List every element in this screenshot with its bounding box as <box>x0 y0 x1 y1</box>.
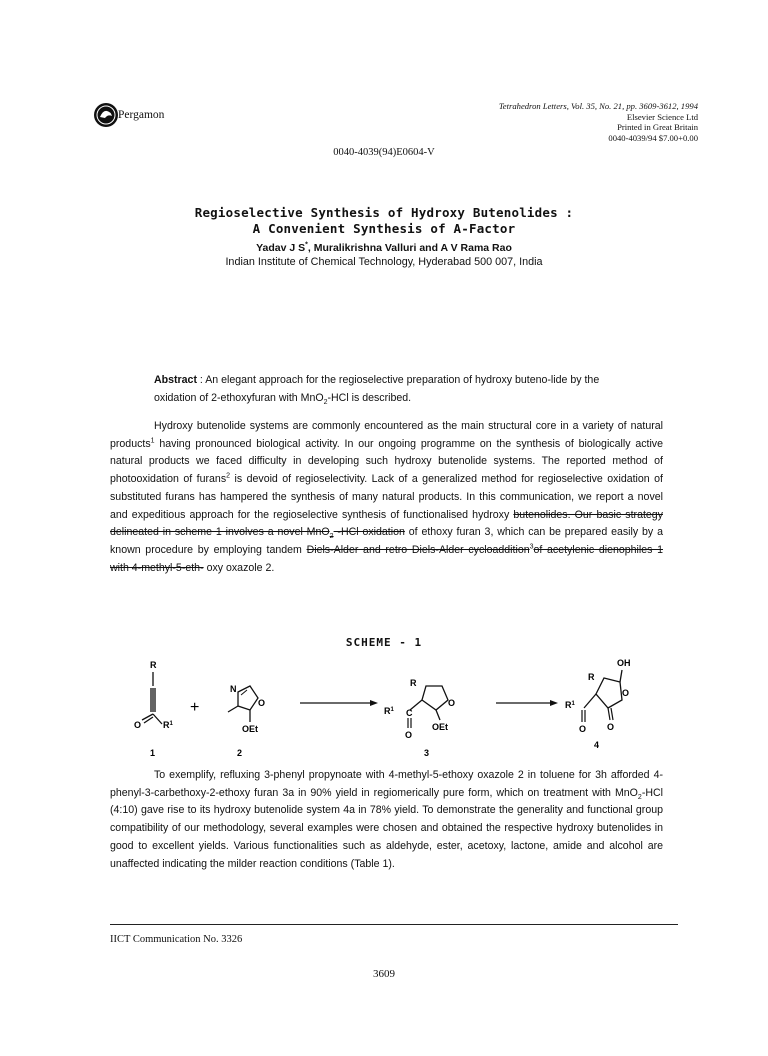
title-line-1: Regioselective Synthesis of Hydroxy Butenolides : <box>194 205 574 220</box>
p2-s2: -HCl (4:10) gave rise to its hydroxy butenolide system 4a in 78% yield. To demonstrate the generality and functional group compatibility of our methodology, several examples were chosen and obtained the respective hydroxy butenolides in good to excellent yields. Various functionalities such as aldehyde, ester, acetoxy, lactone, amide and alcohol are unaffected indicating the milder reaction conditions (Table 1). <box>110 786 663 870</box>
journal-info <box>499 101 698 143</box>
c3-R1: $R^1$ <box>384 706 394 716</box>
p1-s4: of ethoxy furan 3, which can be prepared easily by a known procedure by employing tandem <box>110 526 663 556</box>
corresponding-mark: * <box>305 241 308 249</box>
p1-s5: oxy oxazole 2. <box>206 561 275 574</box>
footnote-rule <box>110 924 678 925</box>
author-rest: , Muralikrishna Valluri and A V Rama Rao <box>307 242 512 254</box>
document-code: 0040-4039(94)E0604-V <box>333 147 435 158</box>
footnote: IICT Communication No. 3326 <box>110 934 243 945</box>
journal-citation: Tetrahedron Letters, Vol. 35, No. 21, pp. 3609-3612, 1994 <box>498 101 698 111</box>
p1-strike-1-sub: 2 <box>329 533 334 541</box>
pergamon-logo-icon <box>93 102 119 128</box>
compound-1-label: 1 <box>150 748 156 758</box>
compound-4 <box>565 658 631 750</box>
results-paragraph <box>110 767 663 873</box>
author-1: Yadav J S <box>256 242 306 254</box>
abstract <box>154 372 614 407</box>
affiliation: Indian Institute of Chemical Technology, Hyderabad 500 007, India <box>225 256 543 268</box>
ref-1: 1 <box>150 437 155 445</box>
journal-printed: Printed in Great Britain <box>617 122 698 133</box>
ref-3: 3 <box>529 543 534 551</box>
reaction-arrow-1 <box>300 700 378 706</box>
compound-1 <box>134 660 174 758</box>
c1-R: R <box>150 660 157 670</box>
author-list <box>0 242 768 254</box>
c3-O-carbonyl: O <box>405 730 413 740</box>
c3-C: C <box>406 708 413 718</box>
journal-publisher: Elsevier Science Ltd <box>626 111 698 122</box>
scheme-label: SCHEME - 1 <box>345 636 423 649</box>
p2-s1: To exemplify, refluxing 3-phenyl propynoate with 4-methyl-5-ethoxy oxazole 2 in toluene for 3h afforded 4-phenyl-3-carbethoxy-2-ethoxy furan 3a in 90% yield in regiomerically pure form, which on treatment with MnO <box>110 769 663 799</box>
p2-sub: 2 <box>637 793 642 801</box>
title-line-2: A Convenient Synthesis of A-Factor <box>252 221 516 236</box>
abstract-text-a: : An elegant approach for the regioselective preparation of hydroxy buteno-lide by the oxidation of 2-ethoxyfuran with MnO <box>154 374 600 404</box>
compound-2-label: 2 <box>237 748 243 758</box>
abstract-text-b: -HCl is described. <box>327 391 412 404</box>
plus-sign: + <box>190 699 200 716</box>
c4-R: R <box>588 672 595 682</box>
c2-OEt: OEt <box>242 724 259 734</box>
c4-R1: $R^1$ <box>565 700 575 710</box>
abstract-label: Abstract <box>154 374 197 386</box>
c1-R1: $R^1$ <box>163 720 173 730</box>
p1-strike-3: of acetylenic dienophiles 1 with 4-methyl-5-eth- <box>110 543 663 574</box>
ref-2: 2 <box>226 472 231 480</box>
reaction-scheme <box>110 648 670 768</box>
p1-s2: having pronounced biological activity. In our ongoing programme on the synthesis of biologically active natural products we faced difficulty in developing such hydroxy butenolide systems. The reported method of photooxidation of furans <box>110 437 663 486</box>
reaction-arrow-2 <box>496 700 558 706</box>
paper-title <box>0 205 768 237</box>
c4-O-ring: O <box>622 688 630 698</box>
publisher-name: Pergamon <box>118 109 165 121</box>
c4-O-carbonyl: O <box>607 722 615 732</box>
p1-s1: Hydroxy butenolide systems are commonly encountered as the main structural core in a variety of natural products <box>110 420 663 450</box>
c3-OEt: OEt <box>432 722 449 732</box>
c4-O-acyl: O <box>579 724 587 734</box>
p1-strike-1b: -HCl oxidation <box>333 526 405 539</box>
c3-R: R <box>410 678 417 688</box>
abstract-sub: 2 <box>323 398 328 406</box>
page-number: 3609 <box>373 968 395 980</box>
intro-paragraph <box>110 418 663 577</box>
compound-4-label: 4 <box>594 740 600 750</box>
p1-strike-2: Diels-Alder and retro Diels-Alder cycloaddition <box>306 543 530 556</box>
compound-3 <box>384 678 455 758</box>
c3-O: O <box>448 698 456 708</box>
c4-OH: OH <box>617 658 631 668</box>
p1-strike-1: butenolides. Our basic strategy delineated in scheme 1 involves a novel MnO <box>110 508 663 539</box>
c2-N: N <box>230 684 237 694</box>
p1-s3: is devoid of regioselectivity. Lack of a generalized method for regioselective oxidation of substituted furans has hampered the synthesis of many natural products. In this communication, we report a novel and expeditious approach for the regioselective synthesis of functionalised hydroxy <box>110 473 663 521</box>
compound-3-label: 3 <box>424 748 430 758</box>
compound-2 <box>228 684 265 758</box>
c2-O: O <box>258 698 266 708</box>
c1-O: O <box>134 720 142 730</box>
journal-price: 0040-4039/94 $7.00+0.00 <box>608 132 698 143</box>
